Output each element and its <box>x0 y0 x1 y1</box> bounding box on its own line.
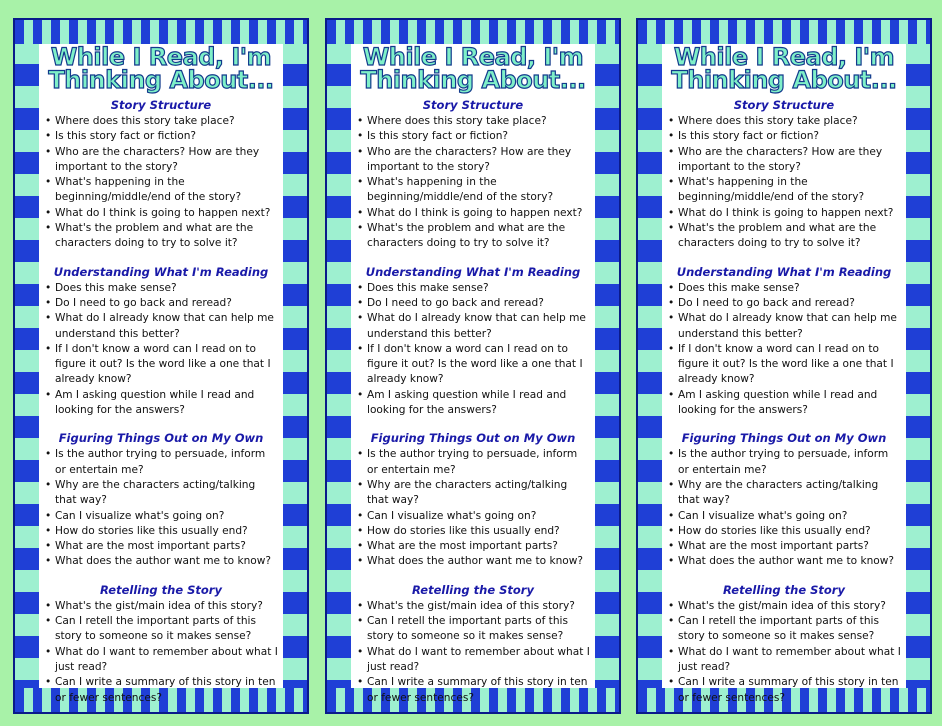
title-line-1: While I Read, I'm <box>362 43 584 71</box>
list-item: • What's the problem and what are the characters doing to try to solve it? <box>667 221 901 252</box>
bookmark-3 <box>636 18 932 714</box>
list-item: • What are the most important parts? <box>44 539 278 554</box>
title-line-2: Thinking About... <box>360 66 586 94</box>
bookmark-1 <box>13 18 309 714</box>
list-item: • What's the gist/main idea of this story? <box>356 599 590 614</box>
question-list <box>667 599 901 706</box>
list-item: • If I don't know a word can I read on to figure it out? Is the word like a one that I already know? <box>667 342 901 388</box>
list-item: • Where does this story take place? <box>44 114 278 129</box>
question-list <box>356 114 590 252</box>
list-item: • Who are the characters? How are they important to the story? <box>356 145 590 176</box>
list-item: • Is this story fact or fiction? <box>44 129 278 144</box>
bookmark-content <box>351 43 595 704</box>
question-list <box>667 281 901 419</box>
list-item: • What's happening in the beginning/middle/end of the story? <box>667 175 901 206</box>
bookmark-content <box>662 43 906 704</box>
list-item: • Is the author trying to persuade, inform or entertain me? <box>44 447 278 478</box>
question-list <box>667 447 901 569</box>
list-item: • Does this make sense? <box>356 281 590 296</box>
list-item: • Is the author trying to persuade, inform or entertain me? <box>356 447 590 478</box>
list-item: • Am I asking question while I read and looking for the answers? <box>44 388 278 419</box>
bookmark-2 <box>325 18 621 714</box>
bookmark-content <box>39 43 283 704</box>
section-heading: Understanding What I'm Reading <box>676 264 892 279</box>
list-item: • What's happening in the beginning/middle/end of the story? <box>356 175 590 206</box>
list-item: • What do I already know that can help me understand this better? <box>356 311 590 342</box>
list-item: • Is the author trying to persuade, inform or entertain me? <box>667 447 901 478</box>
list-item: • Can I visualize what's going on? <box>667 509 901 524</box>
list-item: • Where does this story take place? <box>667 114 901 129</box>
question-list <box>44 599 278 706</box>
list-item: • Can I write a summary of this story in ten or fewer sentences? <box>44 675 278 706</box>
list-item: • Can I retell the important parts of this story to someone so it makes sense? <box>44 614 278 645</box>
list-item: • How do stories like this usually end? <box>667 524 901 539</box>
section-heading: Understanding What I'm Reading <box>365 264 581 279</box>
bookmark-title <box>44 43 278 94</box>
list-item: • What are the most important parts? <box>356 539 590 554</box>
list-item: • How do stories like this usually end? <box>356 524 590 539</box>
list-item: • Who are the characters? How are they important to the story? <box>667 145 901 176</box>
section-heading: Retelling the Story <box>412 582 534 597</box>
bookmark-title <box>356 43 590 94</box>
title-line-2: Thinking About... <box>671 66 897 94</box>
list-item: • Does this make sense? <box>44 281 278 296</box>
list-item: • Do I need to go back and reread? <box>44 296 278 311</box>
section-heading: Story Structure <box>422 98 524 112</box>
section-heading: Figuring Things Out on My Own <box>370 431 576 446</box>
question-list <box>44 114 278 252</box>
list-item: • What do I want to remember about what I just read? <box>44 645 278 676</box>
list-item: • What's the problem and what are the characters doing to try to solve it? <box>356 221 590 252</box>
list-item: • What do I think is going to happen next? <box>667 206 901 221</box>
list-item: • What do I want to remember about what I just read? <box>667 645 901 676</box>
section-heading: Figuring Things Out on My Own <box>58 431 264 446</box>
sections <box>667 98 901 706</box>
list-item: • What's happening in the beginning/middle/end of the story? <box>44 175 278 206</box>
question-list <box>667 114 901 252</box>
question-list <box>356 281 590 419</box>
list-item: • Am I asking question while I read and looking for the answers? <box>356 388 590 419</box>
list-item: • Where does this story take place? <box>356 114 590 129</box>
list-item: • Can I write a summary of this story in ten or fewer sentences? <box>667 675 901 706</box>
section-heading: Understanding What I'm Reading <box>53 264 269 279</box>
list-item: • If I don't know a word can I read on to figure it out? Is the word like a one that I already know? <box>44 342 278 388</box>
list-item: • What's the gist/main idea of this story? <box>44 599 278 614</box>
list-item: • What does the author want me to know? <box>356 554 590 569</box>
section-heading: Figuring Things Out on My Own <box>681 431 887 446</box>
list-item: • What does the author want me to know? <box>44 554 278 569</box>
list-item: • Can I retell the important parts of this story to someone so it makes sense? <box>667 614 901 645</box>
list-item: • What are the most important parts? <box>667 539 901 554</box>
list-item: • What do I already know that can help me understand this better? <box>44 311 278 342</box>
question-list <box>356 447 590 569</box>
list-item: • What's the gist/main idea of this story? <box>667 599 901 614</box>
list-item: • Why are the characters acting/talking that way? <box>44 478 278 509</box>
list-item: • Why are the characters acting/talking that way? <box>356 478 590 509</box>
list-item: • What do I want to remember about what I just read? <box>356 645 590 676</box>
section-heading: Retelling the Story <box>100 582 222 597</box>
title-line-1: While I Read, I'm <box>50 43 272 71</box>
list-item: • Why are the characters acting/talking that way? <box>667 478 901 509</box>
question-list <box>356 599 590 706</box>
list-item: • Do I need to go back and reread? <box>667 296 901 311</box>
list-item: • What do I think is going to happen next? <box>356 206 590 221</box>
list-item: • Can I visualize what's going on? <box>44 509 278 524</box>
list-item: • Who are the characters? How are they important to the story? <box>44 145 278 176</box>
list-item: • If I don't know a word can I read on to figure it out? Is the word like a one that I already know? <box>356 342 590 388</box>
question-list <box>44 447 278 569</box>
list-item: • Does this make sense? <box>667 281 901 296</box>
title-line-1: While I Read, I'm <box>673 43 895 71</box>
section-heading: Story Structure <box>110 98 212 112</box>
list-item: • Is this story fact or fiction? <box>667 129 901 144</box>
question-list <box>44 281 278 419</box>
section-heading: Story Structure <box>733 98 835 112</box>
list-item: • Is this story fact or fiction? <box>356 129 590 144</box>
list-item: • What's the problem and what are the characters doing to try to solve it? <box>44 221 278 252</box>
list-item: • Can I retell the important parts of this story to someone so it makes sense? <box>356 614 590 645</box>
list-item: • Can I visualize what's going on? <box>356 509 590 524</box>
list-item: • Do I need to go back and reread? <box>356 296 590 311</box>
bookmark-title <box>667 43 901 94</box>
sections <box>44 98 278 706</box>
list-item: • What do I think is going to happen next? <box>44 206 278 221</box>
list-item: • What does the author want me to know? <box>667 554 901 569</box>
section-heading: Retelling the Story <box>723 582 845 597</box>
list-item: • Am I asking question while I read and looking for the answers? <box>667 388 901 419</box>
sections <box>356 98 590 706</box>
title-line-2: Thinking About... <box>48 66 274 94</box>
list-item: • What do I already know that can help me understand this better? <box>667 311 901 342</box>
list-item: • How do stories like this usually end? <box>44 524 278 539</box>
list-item: • Can I write a summary of this story in ten or fewer sentences? <box>356 675 590 706</box>
